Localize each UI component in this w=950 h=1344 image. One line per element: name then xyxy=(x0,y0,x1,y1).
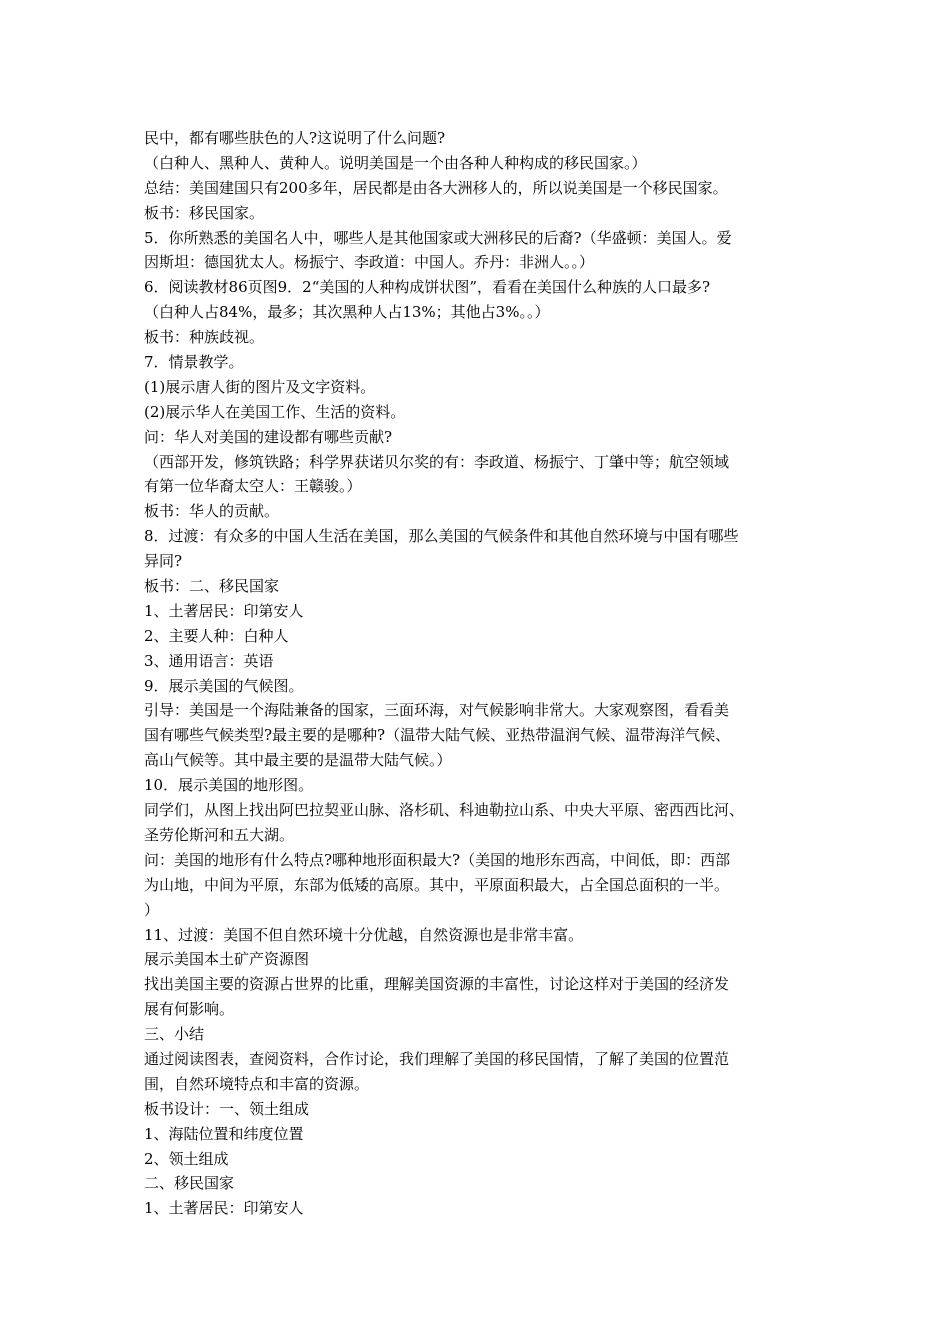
text-line: 引导：美国是一个海陆兼备的国家，三面环海，对气候影响非常大。大家观察图，看看美 xyxy=(144,701,730,720)
document-body xyxy=(144,126,816,1221)
text-line: 通过阅读图表，查阅资料，合作讨论，我们理解了美国的移民国情，了解了美国的位置范 xyxy=(144,1049,730,1068)
text-line: 总结：美国建国只有200多年，居民都是由各大洲移人的，所以说美国是一个移民国家。 xyxy=(144,178,728,197)
text-line: 9．展示美国的气候图。 xyxy=(144,676,304,695)
text-line: 3、通用语言：英语 xyxy=(144,651,274,670)
text-line: 板书：二、移民国家 xyxy=(144,577,280,596)
text-line: 5．你所熟悉的美国名人中，哪些人是其他国家或大洲移民的后裔?（华盛顿：美国人。爱 xyxy=(144,228,732,247)
text-line: 异同? xyxy=(144,552,183,571)
text-line: 7．情景教学。 xyxy=(144,353,244,372)
text-line: （白种人、黑种人、黄种人。说明美国是一个由各种人种构成的移民国家。） xyxy=(144,153,647,172)
text-line: (2)展示华人在美国工作、生活的资料。 xyxy=(144,402,406,421)
text-line: 国有哪些气候类型?最主要的是哪种?（温带大陆气候、亚热带温润气候、温带海洋气候、 xyxy=(144,726,731,745)
text-line: 6．阅读教材86页图9．2“美国的人种构成饼状图”，看看在美国什么种族的人口最多? xyxy=(144,278,711,297)
text-line: （白种人占84%，最多；其次黑种人占13%；其他占3%。。） xyxy=(144,303,550,322)
text-line: 板书：移民国家。 xyxy=(144,203,265,222)
text-line: 11、过渡：美国不但自然环境十分优越，自然资源也是非常丰富。 xyxy=(144,925,584,944)
text-line: 2、领土组成 xyxy=(144,1149,229,1168)
text-line: 为山地，中间为平原，东部为低矮的高原。其中，平原面积最大，占全国总面积的一半。 xyxy=(144,875,730,894)
text-line: 10．展示美国的地形图。 xyxy=(144,776,314,795)
text-line: 有第一位华裔太空人：王赣骏。） xyxy=(144,477,362,496)
text-line: 展示美国本土矿产资源图 xyxy=(144,950,310,969)
text-line: 围，自然环境特点和丰富的资源。 xyxy=(144,1074,370,1093)
text-line: 同学们，从图上找出阿巴拉契亚山脉、洛杉矶、科迪勒拉山系、中央大平原、密西西比河、 xyxy=(144,801,745,820)
text-line: ） xyxy=(144,900,160,919)
text-line: 展有何影响。 xyxy=(144,1000,235,1019)
text-line: 圣劳伦斯河和五大湖。 xyxy=(144,825,295,844)
text-line: 找出美国主要的资源占世界的比重，理解美国资源的丰富性，讨论这样对于美国的经济发 xyxy=(144,975,730,994)
text-line: (1)展示唐人街的图片及文字资料。 xyxy=(144,377,376,396)
text-line: 板书：华人的贡献。 xyxy=(144,502,280,521)
text-line: 高山气候等。其中最主要的是温带大陆气候。） xyxy=(144,751,452,770)
text-line: 板书设计：一、领土组成 xyxy=(144,1099,310,1118)
text-line: 板书：种族歧视。 xyxy=(144,328,265,347)
text-line: 三、小结 xyxy=(144,1025,205,1044)
text-line: 问：华人对美国的建设都有哪些贡献? xyxy=(144,427,393,446)
text-line: 1、土著居民：印第安人 xyxy=(144,1199,304,1218)
text-line: 8．过渡：有众多的中国人生活在美国，那么美国的气候条件和其他自然环境与中国有哪些 xyxy=(144,527,739,546)
text-line: 2、主要人种：白种人 xyxy=(144,626,289,645)
text-line: 民中，都有哪些肤色的人?这说明了什么问题? xyxy=(144,129,446,147)
text-line: 1、土著居民：印第安人 xyxy=(144,601,304,620)
text-line: （西部开发，修筑铁路；科学界获诺贝尔奖的有：李政道、杨振宁、丁肇中等；航空领域 xyxy=(144,452,730,471)
text-line: 1、海陆位置和纬度位置 xyxy=(144,1124,304,1143)
text-line: 因斯坦：德国犹太人。杨振宁、李政道：中国人。乔丹：非洲人。。） xyxy=(144,253,595,272)
text-line: 二、移民国家 xyxy=(144,1174,235,1193)
text-line: 问：美国的地形有什么特点?哪种地形面积最大?（美国的地形东西高，中间低，即：西部 xyxy=(144,850,731,869)
